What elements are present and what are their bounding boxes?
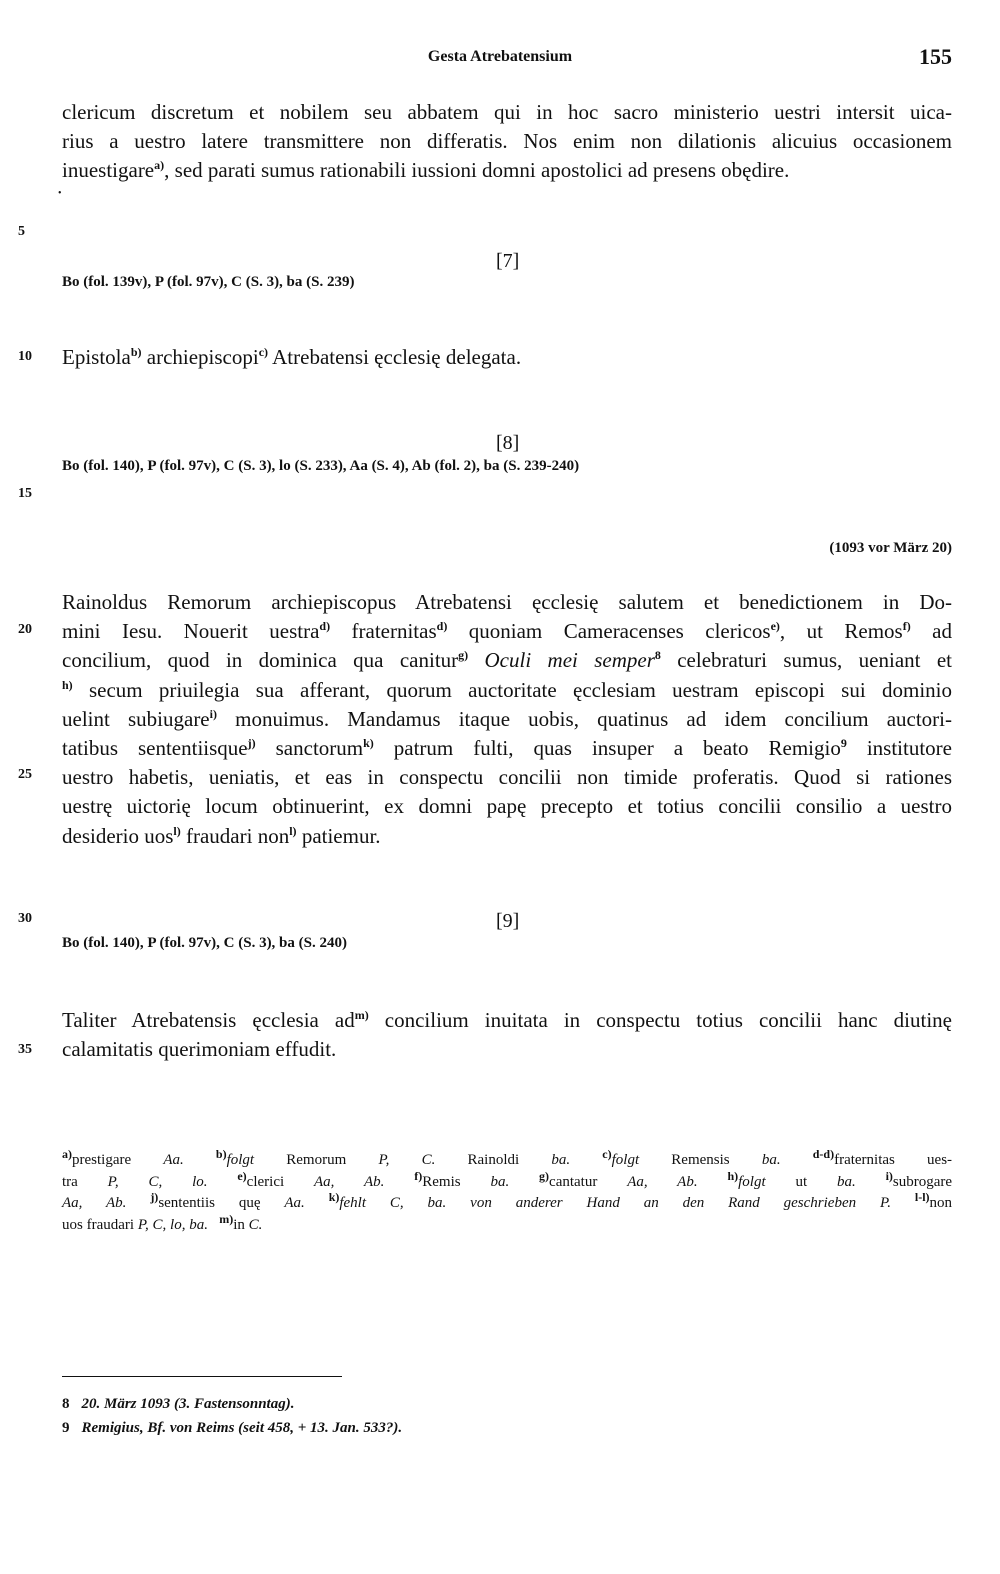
line-number: 25 [18, 767, 32, 782]
text-line: Taliter Atrebatensis ęcclesia $ad^{m)}$ concilium inuitata in conspectu totius concilii hanc diutinę [62, 1008, 953, 1032]
manuscript-sigla: Bo (fol. 139v), P (fol. 97v), C (S. 3), ba (S. 239) [62, 274, 355, 290]
text-line: mini Iesu. Nouerit uestra$^{d)}$ fraternitas$^{d)}$ quoniam Cameracenses clericos$^{e)}$, ut Remos$^{f)}$ ad [62, 619, 952, 644]
text-line: inuestigare$^{a)}$, sed parati sumus rationabili iussioni domni apostolici ad presens obędire. [62, 158, 790, 183]
text-line: Rainoldus Remorum archiepiscopus Atrebatensi ęcclesię salutem et benedictionem in Do- [62, 590, 952, 614]
apparatus-line: tra P, C, lo. $^{e)}$clerici Aa, Ab. $^{f)}$Remis ba. $^{g)}$cantatur Aa, Ab. $^{h)}$folgt ut ba. $^{i)}$subrogare [62, 1168, 953, 1190]
text-line: desiderio uos$^{l)}$ fraudari non$^{l)}$ patiemur. [62, 823, 381, 848]
text-line: clericum discretum et nobilem seu abbatem qui in hoc sacro ministerio uestri intersit uica- [62, 100, 952, 124]
line-number: 20 [18, 622, 32, 637]
text-line: calamitatis querimoniam effudit. [62, 1037, 337, 1062]
footnote: 9 Remigius, Bf. von Reims (seit 458, + 13. Jan. 533?). [62, 1420, 403, 1436]
manuscript-sigla: Bo (fol. 140), P (fol. 97v), C (S. 3), ba (S. 240) [62, 935, 347, 951]
page-number: 155 [919, 44, 952, 69]
apparatus-ref: b) [130, 345, 142, 359]
manuscript-sigla: Bo (fol. 140), P (fol. 97v), C (S. 3), lo (S. 233), Aa (S. 4), Ab (fol. 2), ba (S. 239-240) [62, 458, 580, 474]
document-text [62, 1006, 952, 1064]
running-head-title: Gesta Atrebatensium [427, 48, 573, 65]
document-date: (1093 vor März 20) [829, 540, 952, 556]
document-number: [8] [496, 432, 520, 454]
footnote-rule [62, 1376, 342, 1377]
critical-apparatus [62, 1147, 953, 1236]
line-number: 30 [18, 911, 32, 926]
line-number: 35 [18, 1042, 32, 1057]
text-line: rius a uestro latere transmittere non differatis. Nos enim non dilationis alicuius occasionem [62, 129, 952, 154]
margin-dot: • [58, 188, 62, 199]
apparatus-ref: c) [258, 345, 269, 359]
text-line: uelint subiugare$^{i)}$ monuimus. Mandamus itaque uobis, quatinus ad idem concilium auctori- [62, 706, 952, 731]
footnote: 8 20. März 1093 (3. Fastensonntag). [62, 1396, 295, 1412]
apparatus-ref: a) [154, 158, 165, 173]
document-title: Epistola$^{b)}$ archiepiscopi$^{c)}$ Atrebatensi ęcclesię delegata. [62, 345, 522, 369]
document-number: [7] [496, 250, 520, 272]
document-number: [9] [496, 910, 520, 932]
line-number: 10 [18, 349, 32, 364]
apparatus-line: Aa, Ab. $^{j)}$sententiis quę Aa. $^{k)}$fehlt C, ba. von anderer Hand an den Rand geschrieben P. $^{l-l)}$non [62, 1190, 953, 1211]
text-line: $^{h)}$ secum priuilegia sua afferant, quorum auctoritate ęcclesiam uestram episcopi sui dominio [62, 677, 952, 702]
line-number: 15 [18, 486, 32, 501]
text-line: uestrę uictorię locum obtinuerint, ex domni papę precepto et totius concilii consilio a uestro [62, 794, 952, 819]
text-line: tatibus sententiisque$^{j)}$ sanctorum$^{k)}$ patrum fulti, quas insuper a beato Remigio$^9$ institutore [62, 736, 952, 761]
text-line: uestro habetis, ueniatis, et eas in conspectu concilii non timide proferatis. Quod si rationes [62, 765, 952, 790]
apparatus-line: uos fraudari P, C, lo, ba. $^{m)}$in C. [62, 1211, 263, 1233]
line-number: 5 [18, 224, 25, 239]
letter-text [62, 588, 952, 851]
apparatus-line: $^{a)}$prestigare Aa. $^{b)}$folgt Remorum P, C. Rainoldi ba. $^{c)}$folgt Remensis ba. $^{d-d)}$fraternitas ues- [62, 1147, 953, 1168]
text-line: concilium, quod in dominica qua canitur$^{g)}$ Oculi mei semper$^8$ celebraturi sumus, ueniant et [62, 648, 952, 673]
intro-paragraph [62, 98, 952, 186]
